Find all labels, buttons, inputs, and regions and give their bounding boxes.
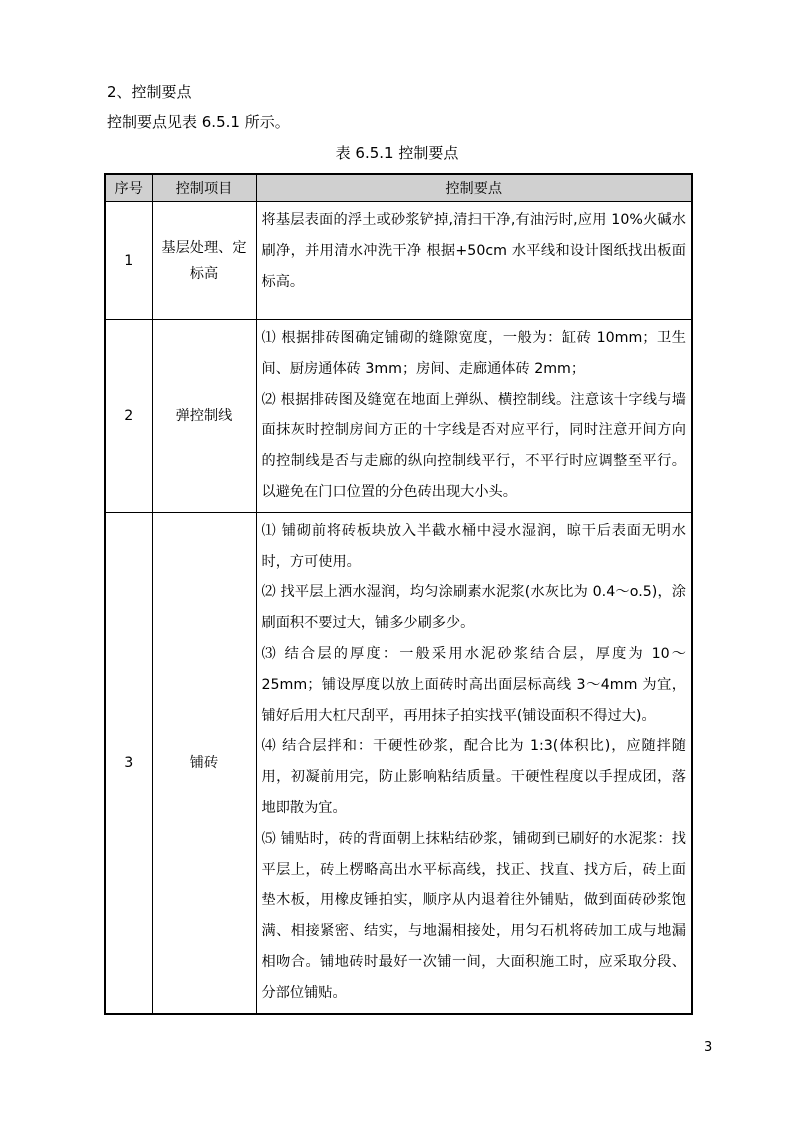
page-number: 3 (704, 1040, 713, 1055)
row-item: 基层处理、定标高 (152, 202, 256, 320)
point-text: ⑷ 结合层拌和：干硬性砂浆，配合比为 1:3(体积比)，应随拌随用，初凝前用完，防止影响粘结质量。干硬性程度以手捏成团，落地即散为宜。 (261, 738, 686, 816)
row-item: 弹控制线 (152, 320, 256, 513)
row-no: 1 (105, 202, 152, 320)
point-text: ⑸ 铺贴时，砖的背面朝上抹粘结砂浆，铺砌到已刷好的水泥浆：找平层上，砖上楞略高出水平标高线，找正、找直、找方后，砖上面垫木板，用橡皮锤拍实，顺序从内退着往外铺贴，做到面砖砂浆饱满、相接紧密、结实，与地漏相接处，用匀石机将砖加工成与地漏相吻合。铺地砖时最好一次铺一间，大面积施工时，应采取分段、分部位铺贴。 (261, 830, 686, 1001)
table-row (105, 320, 692, 513)
point-text: 将基层表面的浮土或砂浆铲掉,清扫干净,有油污时,应用 10%火碱水刷净，并用清水冲洗干净 根据+50cm 水平线和设计图纸找出板面标高。 (261, 212, 686, 290)
row-points (256, 512, 692, 1013)
row-no: 2 (105, 320, 152, 513)
table-caption: 表 6.5.1 控制要点 (335, 144, 459, 162)
header-points: 控制要点 (256, 174, 692, 202)
section-intro: 控制要点见表 6.5.1 所示。 (107, 113, 290, 131)
control-points-table (104, 173, 693, 1015)
point-text: ⑴ 铺砌前将砖板块放入半截水桶中浸水湿润，晾干后表面无明水时，方可使用。 (261, 522, 686, 570)
section-heading: 2、控制要点 (107, 83, 192, 101)
header-no: 序号 (105, 174, 152, 202)
point-text: ⑵ 找平层上洒水湿润，均匀涂刷素水泥浆(水灰比为 0.4～o.5)，涂刷面积不要过大，铺多少刷多少。 (261, 584, 686, 632)
row-points (256, 202, 692, 320)
row-item: 铺砖 (152, 512, 256, 1013)
header-item: 控制项目 (152, 174, 256, 202)
table-header-row (105, 174, 692, 202)
table-row (105, 202, 692, 320)
row-points (256, 320, 692, 513)
point-text: ⑴ 根据排砖图确定铺砌的缝隙宽度，一般为：缸砖 10mm；卫生间、厨房通体砖 3mm；房间、走廊通体砖 2mm； (261, 330, 686, 377)
point-text: ⑵ 根据排砖图及缝宽在地面上弹纵、横控制线。注意该十字线与墙面抹灰时控制房间方正的十字线是否对应平行，同时注意开间方向的控制线是否与走廊的纵向控制线平行，不平行时应调整至平行。以避免在门口位置的分色砖出现大小头。 (261, 391, 686, 500)
row-no: 3 (105, 512, 152, 1013)
point-text: ⑶ 结合层的厚度：一般采用水泥砂浆结合层，厚度为 10～25mm；铺设厚度以放上面砖时高出面层标高线 3～4mm 为宜，铺好后用大杠尺刮平，再用抹子拍实找平(铺设面积不得过大)。 (261, 645, 686, 724)
table-row (105, 512, 692, 1013)
